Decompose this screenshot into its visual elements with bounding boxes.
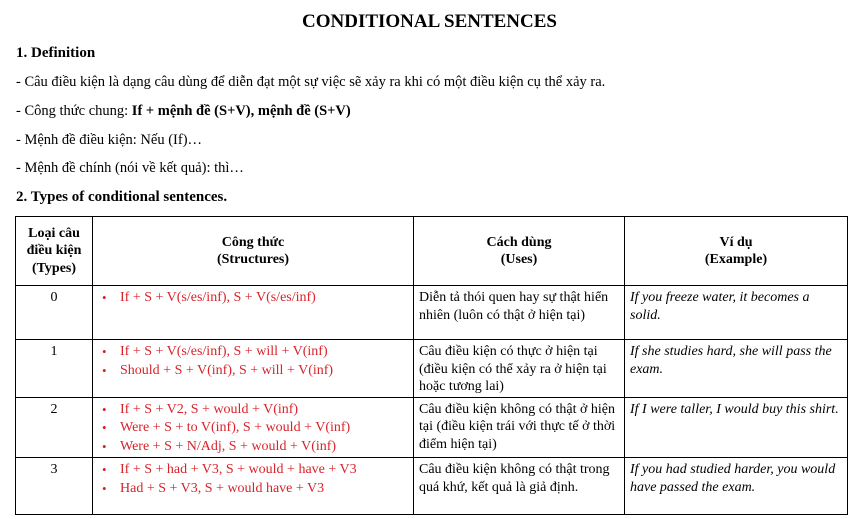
header-example-line-2: (Example) (704, 252, 768, 267)
header-structures-line-2: (Structures) (216, 252, 290, 267)
document-title: CONDITIONAL SENTENCES (302, 11, 557, 32)
header-types-line-1: Loại câu (28, 225, 80, 241)
type-cell: 3 (16, 458, 93, 515)
header-structures (93, 217, 414, 286)
header-example (625, 217, 848, 286)
header-types-line-3: (Types) (31, 260, 77, 276)
structures-list (98, 461, 408, 498)
structures-cell (93, 458, 414, 515)
header-types-line-2: điều kiện (26, 243, 82, 259)
header-uses-line-2: (Uses) (500, 252, 538, 267)
structures-cell (93, 397, 414, 458)
example-cell: If you had studied harder, you would have passed the exam. (625, 458, 848, 515)
structures-list (98, 401, 408, 457)
table-row (16, 340, 848, 398)
structures-cell (93, 286, 414, 340)
structure-item: • If + S + had + V3, S + would + have + V3 (120, 461, 408, 480)
table-row (16, 286, 848, 340)
structure-item: • Were + S + to V(inf), S + would + V(inf) (120, 419, 408, 438)
general-formula: If + mệnh đề (S+V), mệnh đề (S+V) (131, 103, 351, 119)
structures-list (98, 289, 408, 308)
conditional-types-table (15, 216, 848, 515)
header-structures-line-1: Công thức (221, 234, 285, 250)
example-cell: If you freeze water, it becomes a solid. (625, 286, 848, 340)
type-cell: 2 (16, 397, 93, 458)
section-definition-heading: 1. Definition (16, 45, 96, 61)
table-header-row (16, 217, 848, 286)
section-types-heading: 2. Types of conditional sentences. (16, 189, 228, 205)
structures-list (98, 343, 408, 380)
structures-cell (93, 340, 414, 398)
definition-line-3: - Mệnh đề điều kiện: Nếu (If)… (16, 132, 203, 148)
definition-line-1: - Câu điều kiện là dạng câu dùng để diễn đạt một sự việc sẽ xảy ra khi có một điều kiện cụ thể xảy ra. (16, 74, 606, 90)
header-example-line-1: Ví dụ (719, 234, 753, 250)
header-uses-line-1: Cách dùng (486, 234, 552, 250)
structure-item: • If + S + V(s/es/inf), S + will + V(inf) (120, 343, 408, 362)
table-row (16, 397, 848, 458)
structure-item: • Should + S + V(inf), S + will + V(inf) (120, 362, 408, 381)
type-cell: 0 (16, 286, 93, 340)
use-cell: Câu điều kiện có thực ở hiện tại (điều kiện có thể xảy ra ở hiện tại hoặc tương lai) (414, 340, 625, 398)
definition-line-4: - Mệnh đề chính (nói về kết quả): thì… (16, 160, 244, 176)
structure-item: • Were + S + N/Adj, S + would + V(inf) (120, 438, 408, 457)
structure-item: • Had + S + V3, S + would have + V3 (120, 480, 408, 499)
structure-item: • If + S + V(s/es/inf), S + V(s/es/inf) (120, 289, 408, 308)
header-uses (414, 217, 625, 286)
use-cell: Diễn tả thói quen hay sự thật hiển nhiên (luôn có thật ở hiện tại) (414, 286, 625, 340)
header-types (16, 217, 93, 286)
use-cell: Câu điều kiện không có thật trong quá khứ, kết quả là giả định. (414, 458, 625, 515)
use-cell: Câu điều kiện không có thật ở hiện tại (điều kiện trái với thực tế ở thời điểm hiện tại) (414, 397, 625, 458)
example-cell: If I were taller, I would buy this shirt. (625, 397, 848, 458)
table-row (16, 458, 848, 515)
example-cell: If she studies hard, she will pass the exam. (625, 340, 848, 398)
type-cell: 1 (16, 340, 93, 398)
definition-line-2 (16, 103, 351, 120)
structure-item: • If + S + V2, S + would + V(inf) (120, 401, 408, 420)
formula-prefix: - Công thức chung: (16, 103, 132, 119)
